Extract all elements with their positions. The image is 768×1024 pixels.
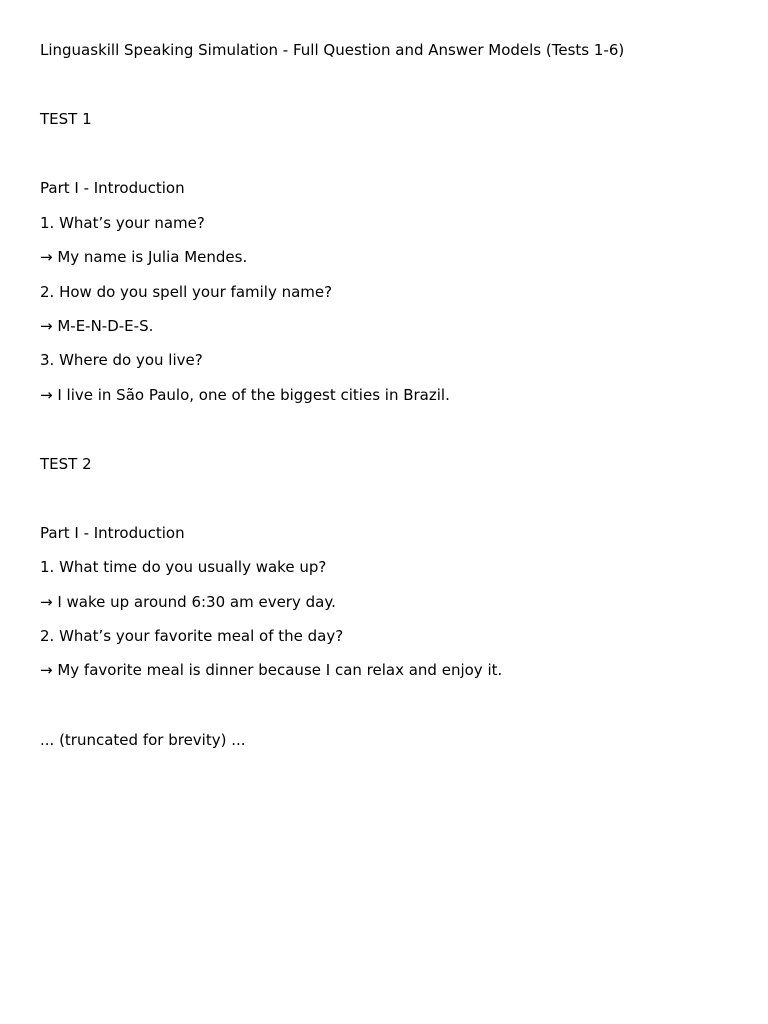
test-1-answer-2: → M-E-N-D-E-S. [40, 317, 154, 335]
test-1-heading: TEST 1 [40, 110, 92, 128]
test-1-question-2: 2. How do you spell your family name? [40, 283, 333, 301]
test-2-question-2: 2. What’s your favorite meal of the day? [40, 627, 344, 645]
test-1-answer-3: → I live in São Paulo, one of the biggest cities in Brazil. [40, 386, 450, 404]
test-2-answer-2: → My favorite meal is dinner because I can relax and enjoy it. [40, 661, 503, 679]
test-1-part-heading: Part I - Introduction [40, 179, 185, 197]
test-1-question-1: 1. What’s your name? [40, 214, 205, 232]
test-2-answer-1: → I wake up around 6:30 am every day. [40, 593, 336, 611]
test-2-heading: TEST 2 [40, 455, 92, 473]
test-1-answer-1: → My name is Julia Mendes. [40, 248, 248, 266]
truncation-note: ... (truncated for brevity) ... [40, 731, 246, 749]
test-2-question-1: 1. What time do you usually wake up? [40, 558, 327, 576]
test-1-question-3: 3. Where do you live? [40, 351, 203, 369]
test-2-part-heading: Part I - Introduction [40, 524, 185, 542]
document-title: Linguaskill Speaking Simulation - Full Question and Answer Models (Tests 1-6) [40, 41, 625, 59]
